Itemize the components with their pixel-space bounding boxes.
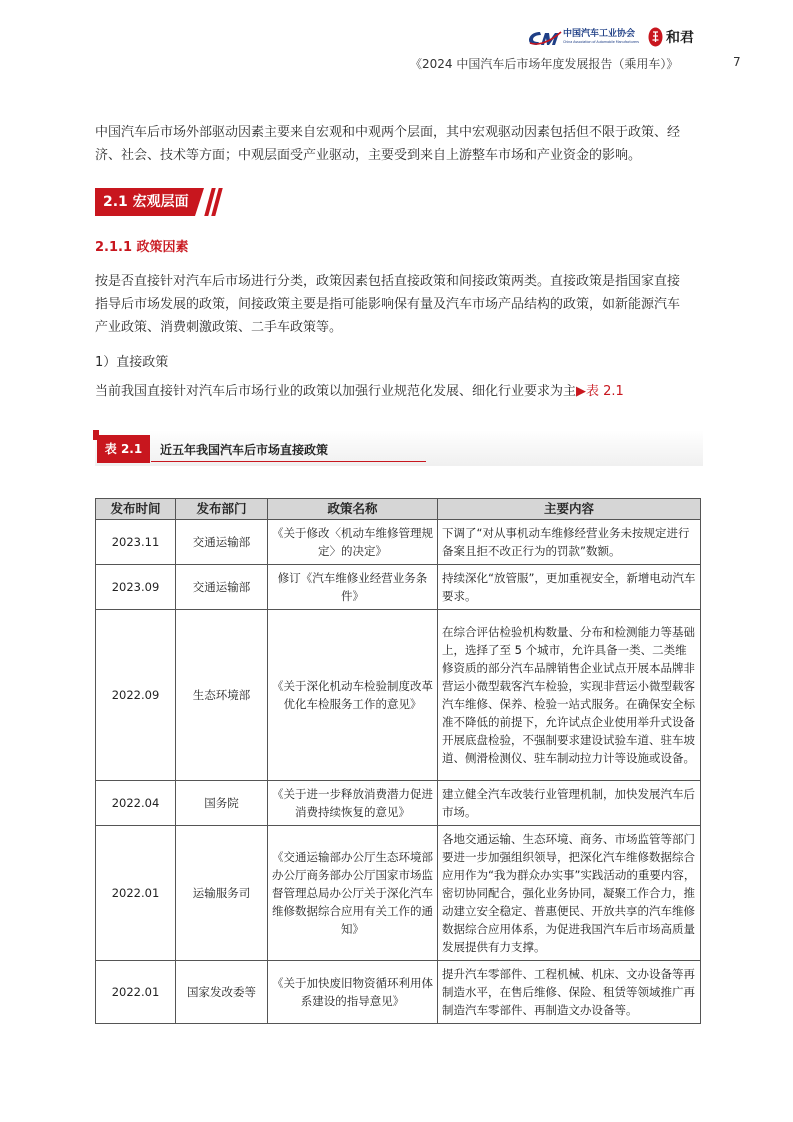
column-header-content: 主要内容 [438,499,701,520]
list-item-direct-policy: 1）直接政策 [95,355,169,370]
cell-date: 2023.09 [96,565,176,610]
policy-intro-line: 产业政策、消费刺激政策、二手车政策等。 [95,320,343,335]
table-reference-link[interactable]: 表 2.1 [586,384,624,399]
table-reference-line [95,380,624,403]
cell-dept: 生态环境部 [176,610,268,781]
subsection-title: 2.1.1 政策因素 [95,240,189,255]
policy-intro-line: 按是否直接针对汽车后市场进行分类，政策因素包括直接政策和间接政策两类。直接政策是指国家直接 [95,274,681,289]
table-header-row [96,499,701,520]
caam-logo-text: 中国汽车工业协会 [563,29,636,39]
cell-policy-name: 修订《汽车维修业经营业务条件》 [268,565,438,610]
cell-date: 2022.01 [96,826,176,961]
cell-content: 下调了“对从事机动车维修经营业务未按规定进行备案且拒不改正行为的罚款”数额。 [438,520,701,565]
cell-date: 2022.04 [96,781,176,826]
triangle-arrow-icon: ▶ [576,384,587,399]
page-number: 7 [733,55,741,69]
cell-content: 建立健全汽车改装行业管理机制，加快发展汽车后市场。 [438,781,701,826]
caam-logo-subtext: China Association of Automobile Manufacturers [563,40,639,44]
section-banner [95,188,216,216]
reference-text: 当前我国直接针对汽车后市场行业的政策以加强行业规范化发展、细化行业要求为主 [95,384,577,399]
table-number-label: 表 2.1 [104,442,143,456]
cell-date: 2022.09 [96,610,176,781]
column-header-date: 发布时间 [96,499,176,520]
cell-content: 在综合评估检验机构数量、分布和检测能力等基础上，选择了至 5 个城市，允许具备一类、二类维修资质的部分汽车品牌销售企业试点开展本品牌非营运小微型载客汽车检验，实现非营运小微型载客汽车维修、保养、检验一站式服务。在确保安全标准不降低的前提下，允许试点企业使用举升式设备开展底盘检验，不强制要求建设试验车道、驻车坡道、侧滑检测仪、驻车制动拉力计等设施或设备。 [438,610,701,781]
table-number-tag [97,435,150,463]
cell-dept: 国家发改委等 [176,961,268,1024]
table-row [96,961,701,1024]
table-row [96,520,701,565]
policy-intro-line: 指导后市场发展的政策，间接政策主要是指可能影响保有量及汽车市场产品结构的政策，如新能源汽车 [95,297,681,312]
cell-dept: 运输服务司 [176,826,268,961]
cell-policy-name: 《关于进一步释放消费潜力促进消费持续恢复的意见》 [268,781,438,826]
policy-table [95,498,701,1024]
cell-policy-name: 《交通运输部办公厅生态环境部办公厅商务部办公厅国家市场监督管理总局办公厅关于深化汽车维修数据综合应用有关工作的通知》 [268,826,438,961]
table-row [96,610,701,781]
hejun-seal-icon [648,27,663,47]
table-row [96,826,701,961]
policy-intro-paragraph [95,270,703,339]
table-row [96,565,701,610]
header-logos [528,27,703,49]
cell-policy-name: 《关于修改〈机动车维修管理规定〉的决定》 [268,520,438,565]
column-header-dept: 发布部门 [176,499,268,520]
hejun-logo-text: 和君 [666,30,694,46]
cell-dept: 国务院 [176,781,268,826]
column-header-name: 政策名称 [268,499,438,520]
running-title: 《2024 中国汽车后市场年度发展报告（乘用车）》 [410,57,679,71]
table-caption-underline [151,461,426,462]
cell-date: 2022.01 [96,961,176,1024]
table-caption-banner [95,430,703,466]
cell-policy-name: 《关于加快废旧物资循环利用体系建设的指导意见》 [268,961,438,1024]
caam-logo-icon [528,29,562,47]
table-caption-title: 近五年我国汽车后市场直接政策 [160,443,329,457]
table-row [96,781,701,826]
cell-date: 2023.11 [96,520,176,565]
cell-content: 提升汽车零部件、工程机械、机床、文办设备等再制造水平，在售后维修、保险、租赁等领域推广再制造汽车零部件、再制造文办设备等。 [438,961,701,1024]
intro-paragraph [95,121,703,167]
cell-policy-name: 《关于深化机动车检验制度改革优化车检服务工作的意见》 [268,610,438,781]
intro-line: 济、社会、技术等方面；中观层面受产业驱动，主要受到来自上游整车市场和产业资金的影响。 [95,148,642,163]
cell-content: 各地交通运输、生态环境、商务、市场监管等部门要进一步加强组织领导，把深化汽车维修数据综合应用作为“我为群众办实事”实践活动的重要内容，密切协同配合，强化业务协同，凝聚工作合力，推动建立安全稳定、普惠便民、开放共享的汽车维修数据综合应用体系，为促进我国汽车后市场高质量发展提供有力支撑。 [438,826,701,961]
cell-dept: 交通运输部 [176,565,268,610]
section-title: 2.1 宏观层面 [103,194,189,210]
cell-dept: 交通运输部 [176,520,268,565]
cell-content: 持续深化“放管服”，更加重视安全，新增电动汽车要求。 [438,565,701,610]
intro-line: 中国汽车后市场外部驱动因素主要来自宏观和中观两个层面，其中宏观驱动因素包括但不限于政策、经 [95,125,681,140]
